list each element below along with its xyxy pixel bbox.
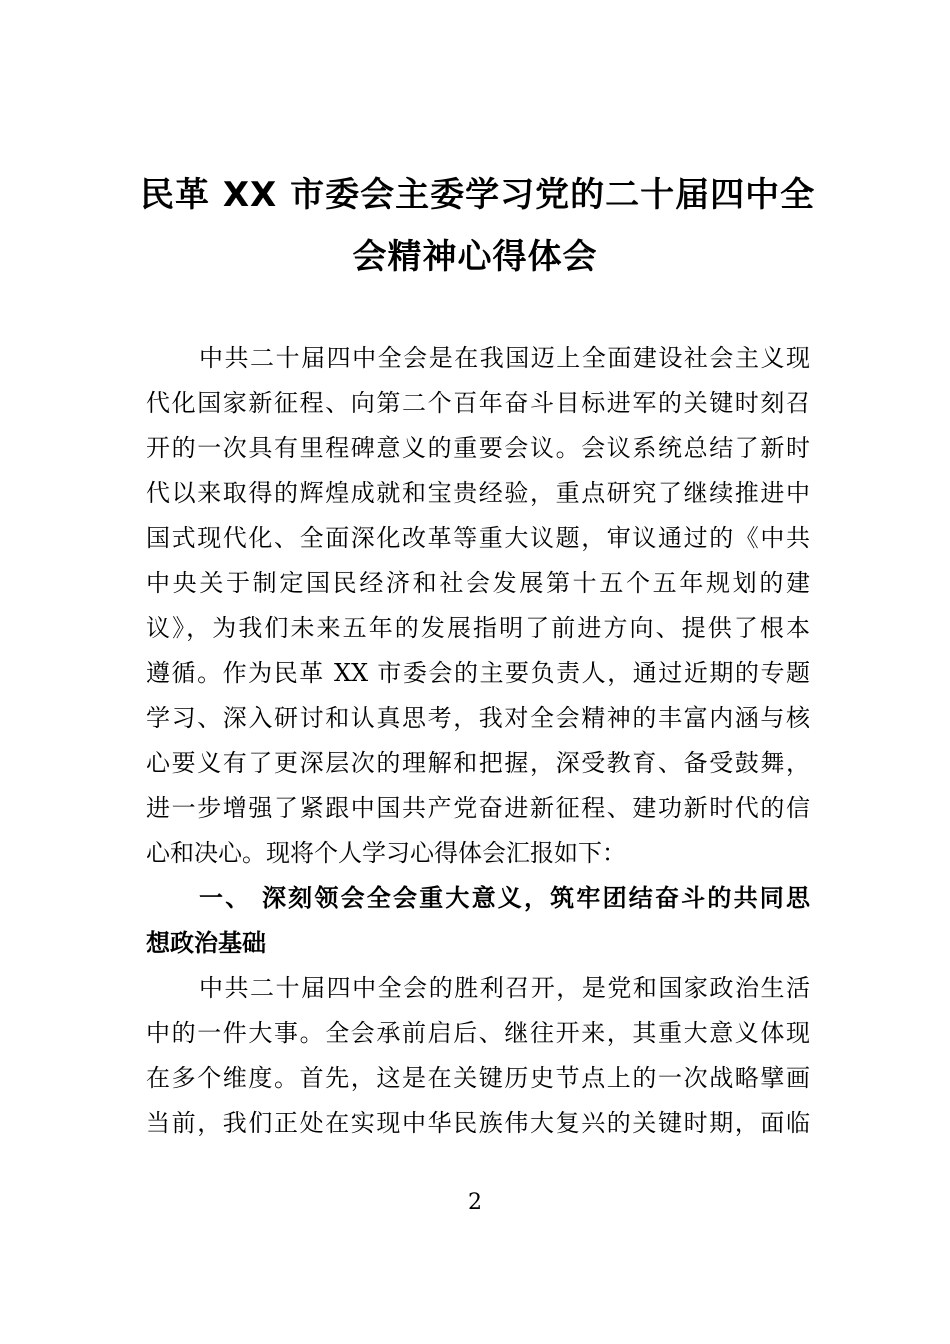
paragraph-line: 中央关于制定国民经济和社会发展第十五个五年规划的建 bbox=[146, 569, 810, 597]
paragraph-line: 学习、深入研讨和认真思考，我对全会精神的丰富内涵与核 bbox=[146, 704, 810, 732]
paragraph-line: 国式现代化、全面深化改革等重大议题，审议通过的《中共 bbox=[146, 524, 810, 552]
title-line: 民革 XX 市委会主委学习党的二十届四中全 bbox=[140, 175, 816, 215]
paragraph-line: 中共二十届四中全会的胜利召开，是党和国家政治生活 bbox=[199, 974, 810, 1002]
document-title bbox=[140, 164, 816, 288]
paragraph-line: 心和决心。现将个人学习心得体会汇报如下： bbox=[146, 839, 626, 867]
paragraph-line: 中的一件大事。全会承前启后、继往开来，其重大意义体现 bbox=[146, 1019, 810, 1047]
section-heading bbox=[146, 876, 810, 966]
paragraph-line: 心要义有了更深层次的理解和把握，深受教育、备受鼓舞， bbox=[146, 749, 810, 777]
paragraph-line: 代以来取得的辉煌成就和宝贵经验，重点研究了继续推进中 bbox=[146, 479, 810, 507]
paragraph-line: 开的一次具有里程碑意义的重要会议。会议系统总结了新时 bbox=[146, 434, 810, 462]
paragraph-line: 进一步增强了紧跟中国共产党奋进新征程、建功新时代的信 bbox=[146, 794, 810, 822]
paragraph-line: 议》，为我们未来五年的发展指明了前进方向、提供了根本 bbox=[146, 614, 810, 642]
heading-line: 一、 深刻领会全会重大意义，筑牢团结奋斗的共同思 bbox=[199, 884, 810, 912]
paragraph-line: 在多个维度。首先，这是在关键历史节点上的一次战略擘画 bbox=[146, 1064, 810, 1092]
paragraph-line: 当前，我们正处在实现中华民族伟大复兴的关键时期，面临 bbox=[146, 1109, 810, 1137]
title-line: 会精神心得体会 bbox=[352, 237, 598, 277]
section-paragraph bbox=[146, 966, 810, 1146]
paragraph-line: 遵循。作为民革 XX 市委会的主要负责人，通过近期的专题 bbox=[146, 659, 810, 687]
heading-line: 想政治基础 bbox=[146, 929, 266, 957]
document-body bbox=[146, 336, 810, 1146]
intro-paragraph bbox=[146, 336, 810, 876]
paragraph-line: 代化国家新征程、向第二个百年奋斗目标进军的关键时刻召 bbox=[146, 389, 810, 417]
page-number: 2 bbox=[468, 1190, 482, 1215]
paragraph-line: 中共二十届四中全会是在我国迈上全面建设社会主义现 bbox=[199, 344, 810, 372]
